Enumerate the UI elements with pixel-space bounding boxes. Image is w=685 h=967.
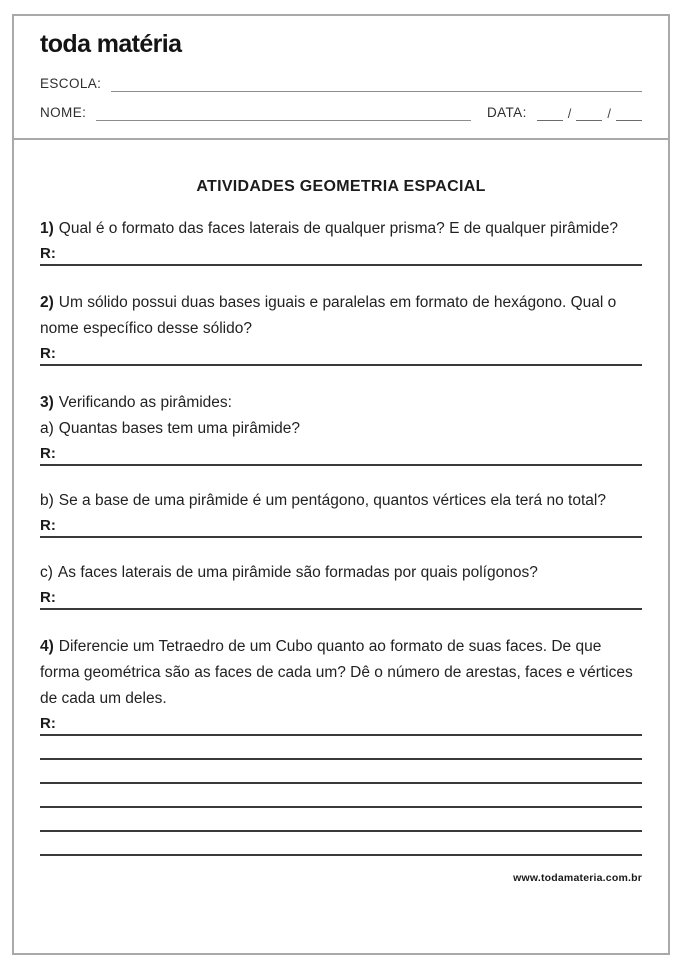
question-3c: [40, 560, 642, 610]
date-day-line: [537, 108, 563, 121]
question-1-number: 1): [40, 220, 54, 237]
answer-prefix: R:: [40, 245, 56, 262]
question-4-extra-answer-line: [40, 760, 642, 784]
brand-logo: toda matéria: [40, 30, 182, 58]
question-3a-text: a) Quantas bases tem uma pirâmide?: [40, 420, 301, 437]
question-3b-answer-line: [40, 514, 642, 538]
question-1-text: 1) Qual é o formato das faces laterais de qualquer prisma? E de qualquer pirâmide?: [40, 220, 618, 237]
question-1: [40, 216, 642, 266]
school-field-row: [40, 76, 642, 92]
date-label: DATA:: [486, 105, 527, 120]
footer-url: www.todamateria.com.br: [513, 872, 642, 884]
question-3: [40, 390, 642, 610]
answer-prefix: R:: [40, 715, 56, 732]
question-4-number: 4): [40, 638, 54, 655]
question-2-answer-line: [40, 342, 642, 366]
question-3a-letter: a): [40, 420, 54, 437]
question-4-extra-answer-line: [40, 784, 642, 808]
date-group: [487, 105, 642, 121]
question-3a-answer-line: [40, 442, 642, 466]
answer-prefix: R:: [40, 445, 56, 462]
answer-prefix: R:: [40, 345, 56, 362]
question-3b: [40, 488, 642, 538]
question-3-number: 3): [40, 394, 54, 411]
question-4-extra-answer-line: [40, 832, 642, 856]
answer-prefix: R:: [40, 589, 56, 606]
question-4-answer-line: [40, 712, 642, 736]
question-3b-text: b) Se a base de uma pirâmide é um pentágono, quantos vértices ela terá no total?: [40, 492, 606, 509]
question-4: [40, 634, 642, 856]
question-3-text: 3) Verificando as pirâmides:: [40, 394, 232, 411]
page-title: ATIVIDADES GEOMETRIA ESPACIAL: [196, 178, 486, 195]
date-slash: /: [567, 106, 572, 121]
question-4-extra-answer-line: [40, 736, 642, 760]
name-fill-line: [96, 106, 471, 121]
school-fill-line: [111, 77, 642, 92]
question-2: [40, 290, 642, 366]
header: [14, 16, 668, 140]
question-4-text: 4) Diferencie um Tetraedro de um Cubo quanto ao formato de suas faces. De que forma geométrica são as faces de cada um? Dê o número de arestas, faces e vértices de cada um deles.: [40, 638, 633, 707]
question-2-text: 2) Um sólido possui duas bases iguais e paralelas em formato de hexágono. Qual o nome específico desse sólido?: [40, 294, 617, 337]
question-3c-letter: c): [40, 564, 53, 581]
worksheet-content: [14, 178, 668, 884]
question-3c-text: c) As faces laterais de uma pirâmide são formadas por quais polígonos?: [40, 564, 538, 581]
worksheet-page: [12, 14, 670, 955]
question-3a: [40, 416, 642, 466]
question-1-answer-line: [40, 242, 642, 266]
name-label: NOME:: [40, 105, 87, 120]
question-3b-letter: b): [40, 492, 54, 509]
school-label: ESCOLA:: [40, 76, 102, 91]
answer-prefix: R:: [40, 517, 56, 534]
question-2-number: 2): [40, 294, 54, 311]
name-date-row: [40, 105, 642, 121]
date-year-line: [616, 108, 642, 121]
date-month-line: [576, 108, 602, 121]
question-3c-answer-line: [40, 586, 642, 610]
date-slash: /: [607, 106, 611, 121]
question-4-extra-answer-line: [40, 808, 642, 832]
